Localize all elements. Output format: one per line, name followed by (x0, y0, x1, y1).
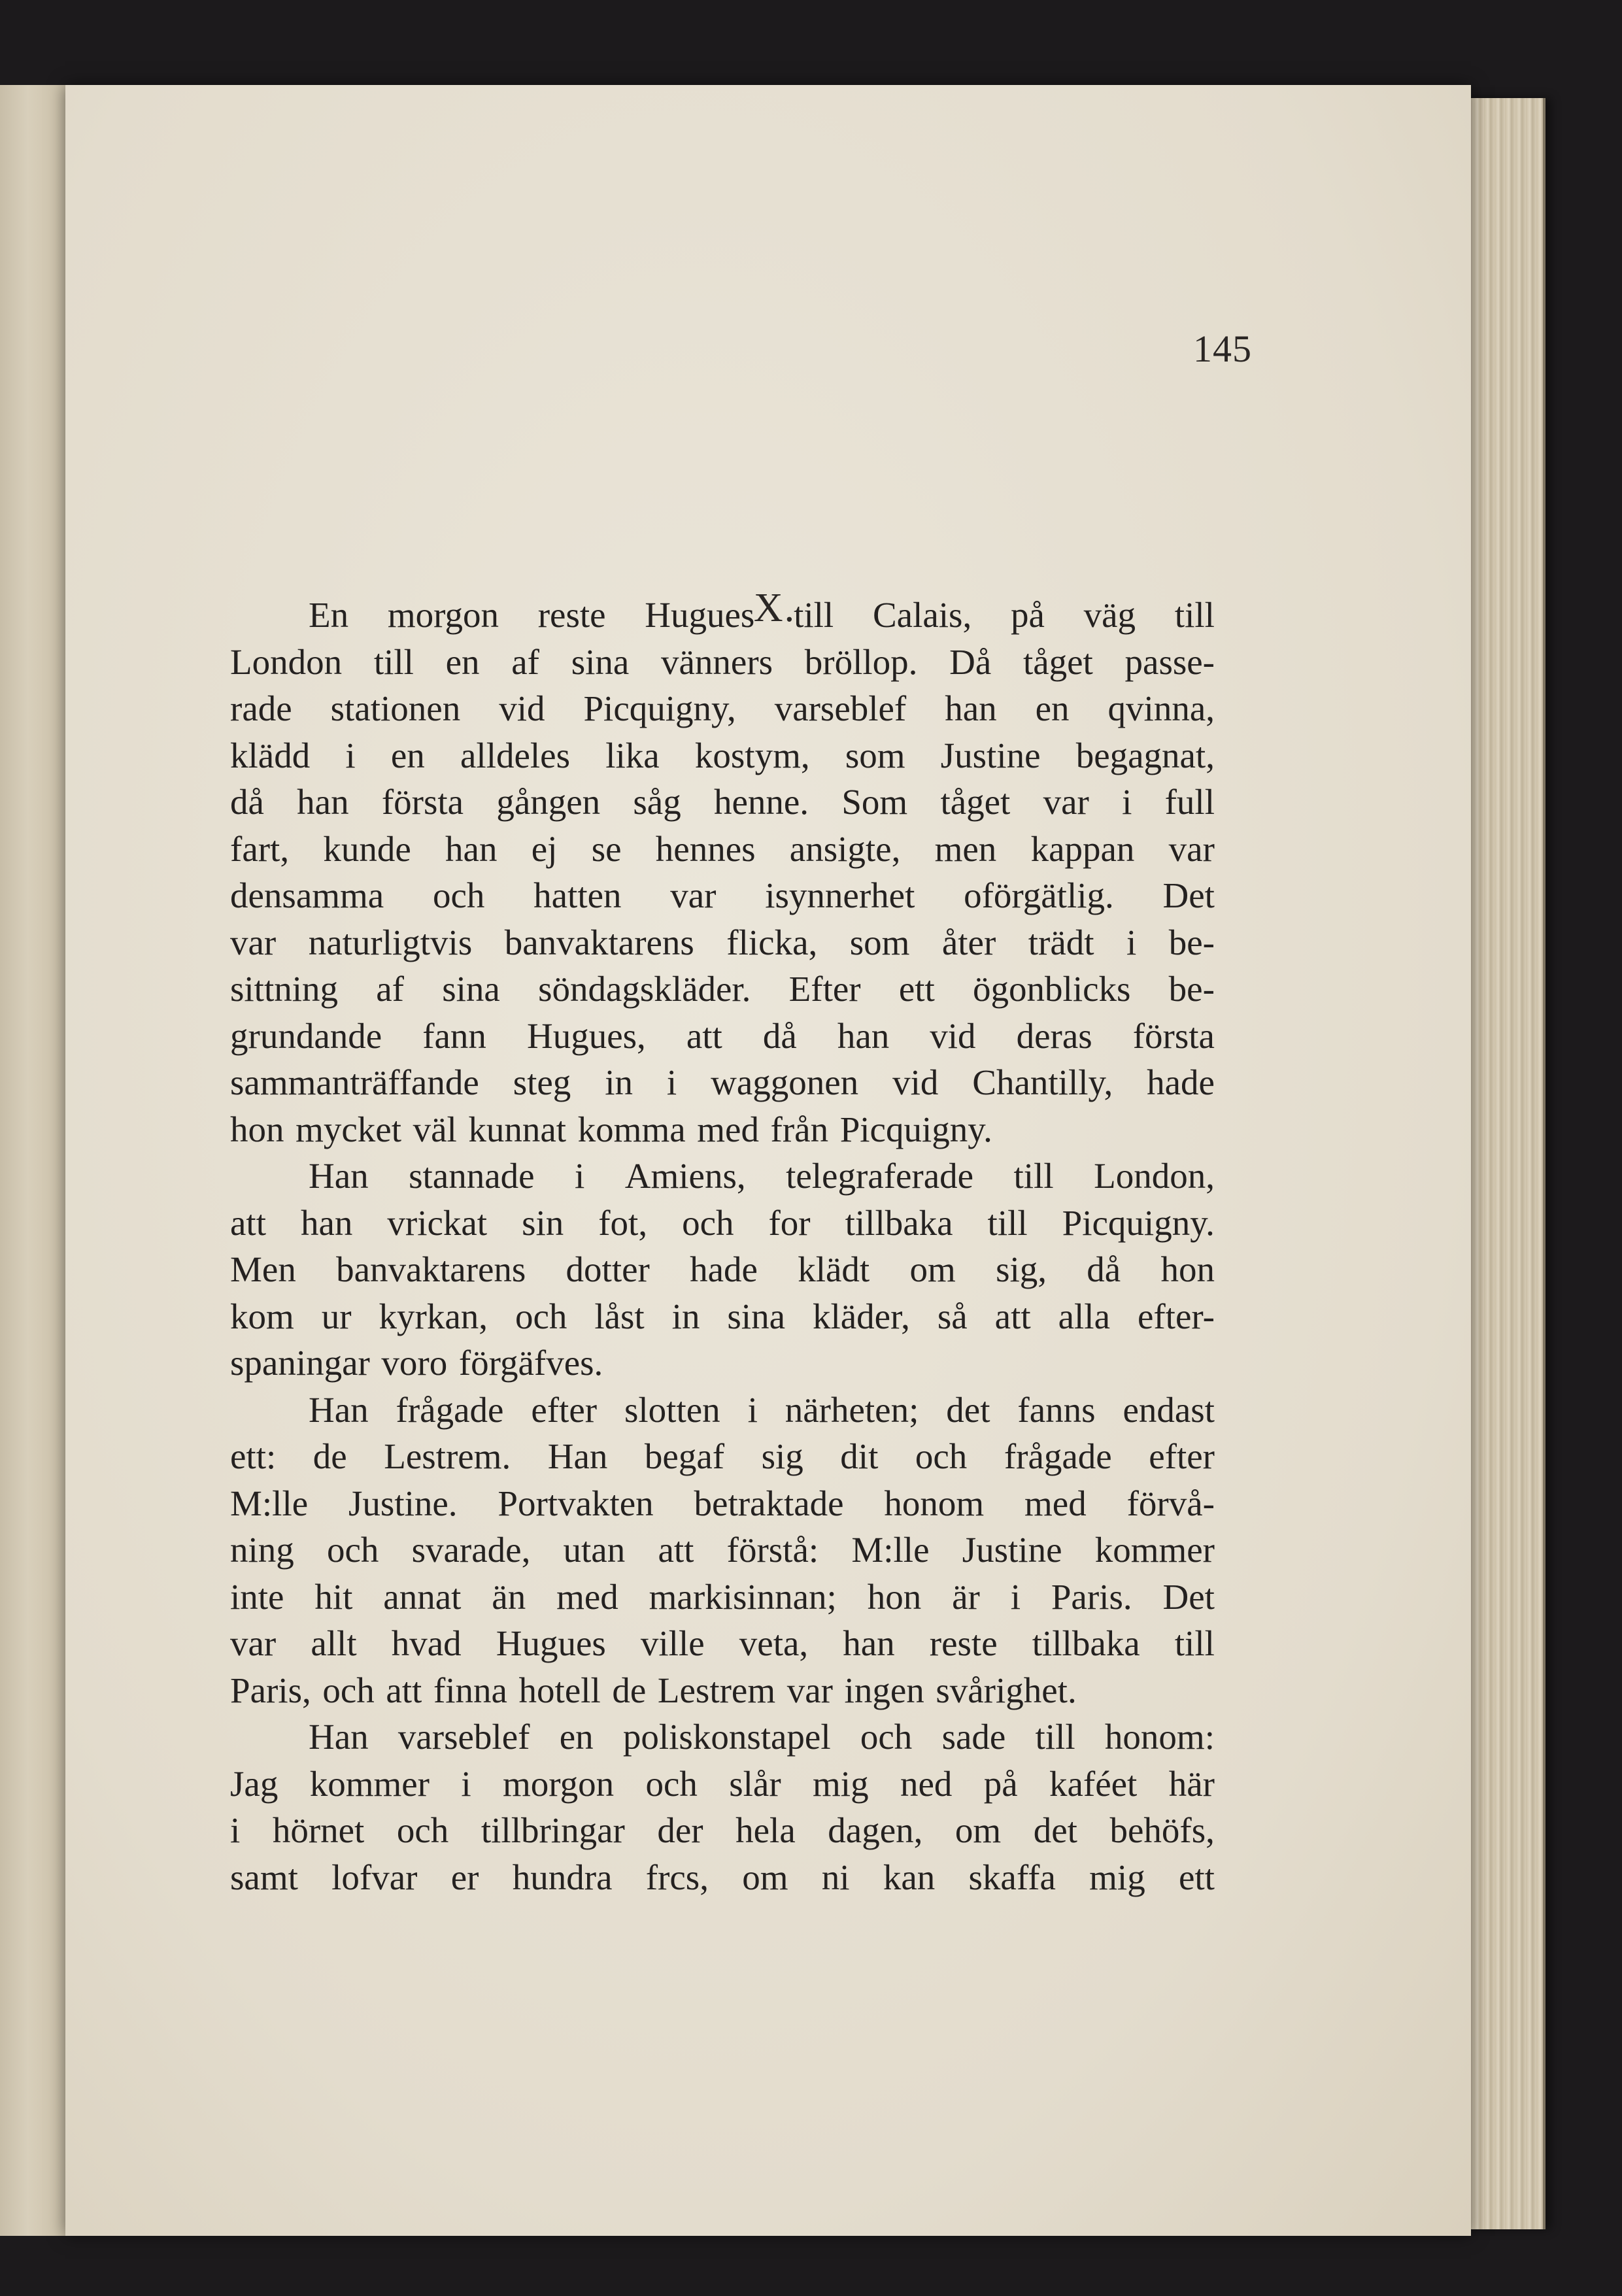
text-line: London till en af sina vänners bröllop. Då tåget passe- (230, 641, 1215, 682)
text-line: var allt hvad Hugues ville veta, han reste tillbaka till (230, 1623, 1215, 1663)
text-line: inte hit annat än med markisinnan; hon är i Paris. Det (230, 1576, 1215, 1617)
text-line: att han vrickat sin fot, och for tillbaka till Picquigny. (230, 1202, 1215, 1243)
text-line: då han första gången såg henne. Som tåget var i full (230, 782, 1215, 822)
text-line: Han frågade efter slotten i närheten; det fanns endast (309, 1389, 1215, 1430)
body-text (230, 592, 1215, 1900)
text-line: Paris, och att finna hotell de Lestrem var ingen svårighet. (230, 1670, 1077, 1710)
text-line: var naturligtvis banvaktarens flicka, som åter trädt i be- (230, 922, 1215, 962)
text-line: sammanträffande steg in i waggonen vid Chantilly, hade (230, 1062, 1215, 1102)
chapter-heading: X. (753, 586, 796, 630)
left-page-edge (0, 85, 74, 2236)
text-line: Han varseblef en poliskonstapel och sade till honom: (309, 1717, 1215, 1757)
text-line: hon mycket väl kunnat komma med från Picquigny. (230, 1109, 992, 1149)
text-line: Han stannade i Amiens, telegraferade till London, (309, 1156, 1215, 1196)
text-line: rade stationen vid Picquigny, varseblef han en qvinna, (230, 688, 1215, 728)
paragraph (230, 1714, 1215, 1900)
paragraph (230, 1153, 1215, 1387)
page-number: 145 (1193, 328, 1252, 370)
text-line: En morgon reste Hugues till Calais, på väg till (309, 595, 1215, 635)
text-line: i hörnet och tillbringar der hela dagen, om det behöfs, (230, 1810, 1215, 1850)
text-line: Jag kommer i morgon och slår mig ned på kaféet här (230, 1763, 1215, 1804)
text-line: Men banvaktarens dotter hade klädt om sig, då hon (230, 1249, 1215, 1289)
text-line: spaningar voro förgäfves. (230, 1343, 603, 1383)
text-line: klädd i en alldeles lika kostym, som Justine begagnat, (230, 735, 1215, 775)
text-line: grundande fann Hugues, att då han vid deras första (230, 1015, 1215, 1056)
text-line: fart, kunde han ej se hennes ansigte, men kappan var (230, 828, 1215, 869)
text-line: samt lofvar er hundra frcs, om ni kan skaffa mig ett (230, 1857, 1215, 1897)
text-line: ning och svarade, utan att förstå: M:lle Justine kommer (230, 1530, 1215, 1570)
text-line: M:lle Justine. Portvakten betraktade honom med förvå- (230, 1483, 1215, 1523)
paragraph (230, 1387, 1215, 1714)
paragraph (230, 592, 1215, 1153)
text-line: kom ur kyrkan, och låst in sina kläder, så att alla efter- (230, 1296, 1215, 1336)
text-line: sittning af sina söndagskläder. Efter ett ögonblicks be- (230, 969, 1215, 1009)
text-line: densamma och hatten var isynnerhet oförgätlig. Det (230, 875, 1215, 915)
text-line: ett: de Lestrem. Han begaf sig dit och frågade efter (230, 1436, 1215, 1476)
